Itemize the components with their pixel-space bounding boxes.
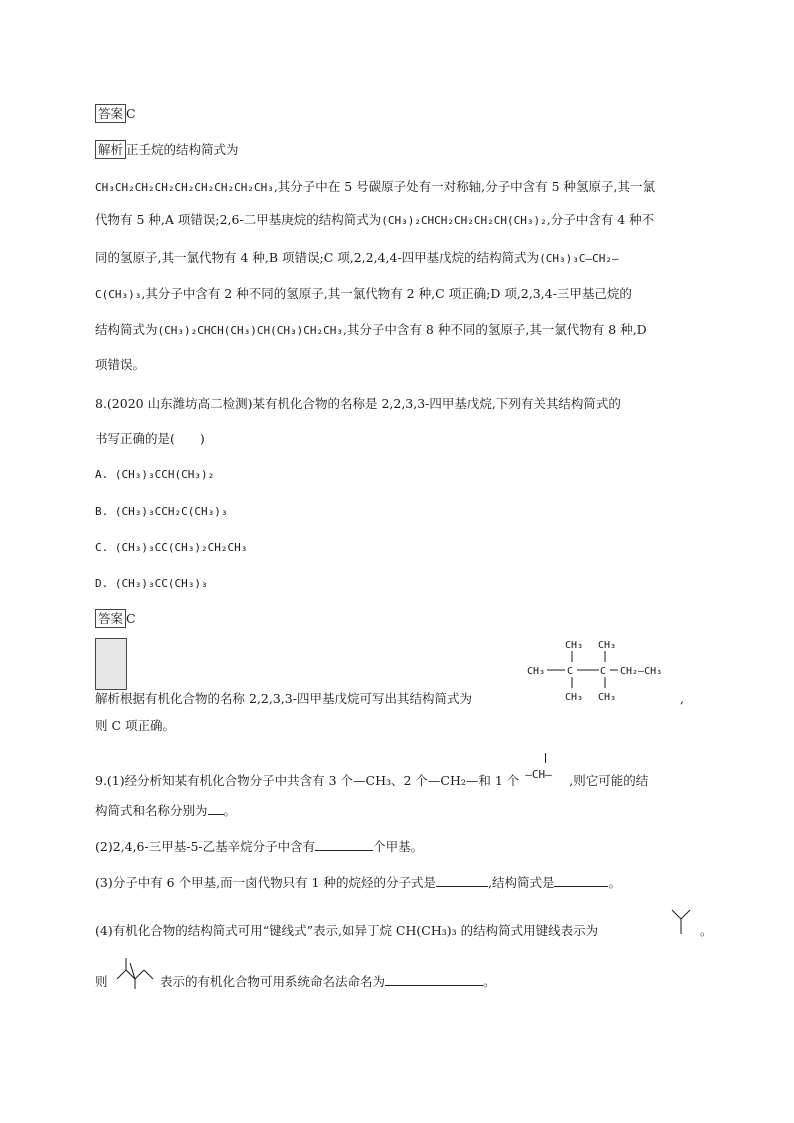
question-9-part-4-end: 。 (700, 923, 713, 938)
analysis-2-tail: , (680, 691, 684, 706)
question-text: 构简式和名称分别为 (95, 803, 208, 818)
question-text: 9.(1)经分析知某有机化合物分子中共含有 3 个—CH₃、2 个—CH₂—和 1 个 (95, 773, 520, 788)
analysis-line-4 (95, 284, 632, 305)
analysis-text: 则 C 项正确。 (95, 718, 176, 733)
analysis-2-line-2 (95, 716, 175, 736)
struct-top-ch3-1: CH₃ (565, 640, 584, 651)
question-8-stem-2 (95, 429, 205, 449)
analysis-intro: 正壬烷的结构简式为 (126, 142, 239, 157)
analysis-text: ,其分子中在 5 号碳原子处有一对称轴,分子中含有 5 种氢原子,其一氯 (273, 179, 656, 194)
question-text: 书写正确的是( ) (95, 431, 205, 446)
analysis-text: 项错误。 (95, 357, 146, 372)
option-a: A. (CH₃)₃CCH(CH₃)₂ (95, 468, 215, 481)
analysis-line-1 (95, 177, 655, 198)
ch-group-text: —CH— (525, 768, 552, 781)
analysis-tag: 解析 (95, 691, 121, 706)
analysis-line-2 (95, 210, 654, 231)
question-text: 表示的有机化合物可用系统命名法命名为 (160, 974, 386, 989)
formula-tetramethylpentane-part1: (CH₃)₃C—CH₂— (539, 252, 619, 265)
analysis-tag: 解析 (95, 140, 126, 159)
question-text: ,则它可能的结 (569, 773, 649, 788)
answer-blank[interactable] (208, 801, 224, 815)
formula-tetramethylpentane-part2: C(CH₃)₃ (95, 288, 142, 301)
question-9-part-5 (95, 972, 108, 992)
analysis-text: ,其分子中含有 2 种不同的氢原子,其一氯代物有 2 种,C 项正确;D 项,2,3,4-三甲基己烷的 (141, 286, 632, 301)
question-8-stem (95, 394, 621, 414)
analysis-text: ,其分子中含有 8 种不同的氢原子,其一氯代物有 8 种,D (342, 322, 647, 337)
analysis-tag-shade (95, 638, 127, 690)
question-text: 8.(2020 山东潍坊高二检测)某有机化合物的名称是 2,2,3,3-四甲基戊烷,下列有关其结构简式的 (95, 396, 621, 411)
answer-blank[interactable] (315, 837, 373, 851)
struct-bond (545, 753, 546, 763)
option-c: C. (CH₃)₃CC(CH₃)₂CH₂CH₃ (95, 541, 248, 554)
analysis-line-5 (95, 320, 647, 341)
answer-blank[interactable] (385, 972, 483, 986)
question-text: 个甲基。 (373, 839, 424, 854)
question-text: (2)2,4,6-三甲基-5-乙基辛烷分子中含有 (95, 839, 316, 854)
question-9-part-5b (160, 972, 496, 992)
struct-bot-ch3-2: CH₃ (598, 692, 617, 703)
analysis-text: 结构简式为 (95, 322, 158, 337)
question-9-part-1 (95, 765, 648, 791)
skeletal-formula-icon (114, 955, 156, 991)
analysis-line-intro (95, 140, 239, 160)
question-text: (3)分子中有 6 个甲基,而一卤代物只有 1 种的烷烃的分子式是 (95, 875, 436, 890)
formula-nonane: CH₃CH₂CH₂CH₂CH₂CH₂CH₂CH₂CH₃ (95, 181, 274, 194)
question-9-part-3 (95, 873, 621, 893)
question-9-part-1b (95, 801, 236, 821)
answer-blank[interactable] (436, 873, 488, 887)
struct-chain: CH₂—CH₃ (620, 666, 663, 677)
answer-line-1 (95, 104, 136, 124)
analysis-text: 代物有 5 种,A 项错误;2,6-二甲基庚烷的结构简式为 (95, 212, 382, 227)
question-9-part-4 (95, 921, 598, 941)
option-b: B. (CH₃)₃CCH₂C(CH₃)₃ (95, 505, 228, 518)
question-9-part-2 (95, 837, 423, 857)
option-d: D. (CH₃)₃CC(CH₃)₃ (95, 577, 208, 590)
ch-group-structure (523, 765, 569, 785)
answer-value: C (126, 611, 136, 626)
tetramethylpentane-structure (525, 634, 685, 704)
analysis-text: 根据有机化合物的名称 2,2,3,3-四甲基戊烷可写出其结构简式为 (120, 691, 472, 706)
question-text: ,结构简式是 (487, 875, 555, 890)
answer-line-2 (95, 609, 136, 629)
analysis-text: 同的氢原子,其一氯代物有 4 种,B 项错误;C 项,2,2,4,4-四甲基戊烷的结构简式为 (95, 250, 540, 265)
analysis-line-3 (95, 248, 619, 269)
struct-c2: C (600, 666, 607, 677)
analysis-line-6 (95, 355, 145, 375)
question-text: 。 (223, 803, 237, 818)
struct-bot-ch3-1: CH₃ (565, 692, 584, 703)
question-text: (4)有机化合物的结构简式可用“键线式”表示,如异丁烷 CH(CH₃)₃ 的结构简式用键线表示为 (95, 923, 599, 938)
formula-dimethylheptane: (CH₃)₂CHCH₂CH₂CH₂CH(CH₃)₂ (381, 214, 547, 227)
struct-c1: C (567, 666, 574, 677)
question-text: 。 (608, 875, 621, 890)
question-text: 则 (95, 974, 108, 989)
answer-tag: 答案 (95, 609, 126, 628)
analysis-2-line-1 (95, 689, 472, 709)
formula-trimethylhexane: (CH₃)₂CHCH(CH₃)CH(CH₃)CH₂CH₃ (157, 324, 343, 337)
answer-blank[interactable] (554, 873, 608, 887)
analysis-text: ,分子中含有 4 种不 (546, 212, 655, 227)
isobutane-skeletal-icon (670, 908, 694, 936)
question-text: 。 (483, 974, 496, 989)
answer-value: C (126, 106, 136, 121)
answer-tag: 答案 (95, 104, 126, 123)
struct-left-ch3: CH₃ (527, 666, 546, 677)
struct-top-ch3-2: CH₃ (598, 640, 617, 651)
